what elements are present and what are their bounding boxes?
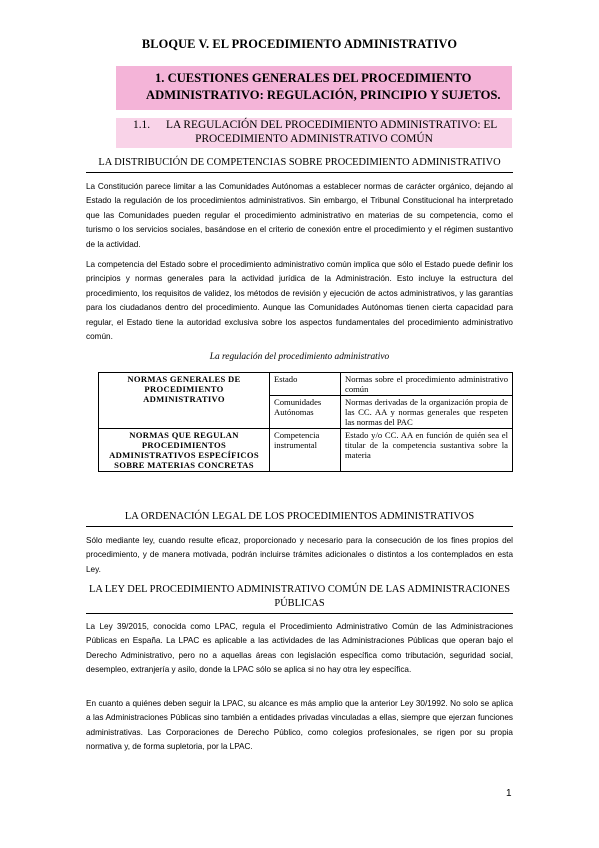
- table-row-label-general: NORMAS GENERALES DE PROCEDIMIENTO ADMINISTRATIVO: [99, 373, 270, 429]
- table-row: [99, 373, 513, 396]
- table-cell-competencia-desc: Estado y/o CC. AA en función de quién sea el titular de la competencia sustantiva sobre la materia: [341, 429, 513, 472]
- heading-1-box: [116, 66, 512, 110]
- table-caption: La regulación del procedimiento administrativo: [209, 352, 390, 362]
- table-row-label-especificos: NORMAS QUE REGULAN PROCEDIMIENTOS ADMINISTRATIVOS ESPECÍFICOS SOBRE MATERIAS CONCRETAS: [99, 429, 270, 472]
- table-cell-competencia: Competencia instrumental: [270, 429, 341, 472]
- table-row: [99, 429, 513, 472]
- table-cell-estado: Estado: [270, 373, 341, 396]
- heading-2-line-1: LA REGULACIÓN DEL PROCEDIMIENTO ADMINISTRATIVO: EL: [166, 119, 498, 131]
- heading-2-number: 1.1.: [133, 119, 151, 131]
- paragraph-distribucion-2: La competencia del Estado sobre el procedimiento administrativo común implica que sólo el Estado puede definir los principios y normas generales para la actividad jurídica de la Administración. Esto incluye la estructura del procedimiento, los requisitos de validez, los métodos de revisión y ejecución de actos administrativos, y las garantías para los ciudadanos dentro del procedimiento. Aunque las Comunidades Autónomas tienen cierta capacidad para regular, el Estado tiene la autoridad exclusiva sobre los aspectos fundamentales del procedimiento administrativo común.: [86, 260, 513, 342]
- heading-2-line-2: PROCEDIMIENTO ADMINISTRATIVO COMÚN: [195, 133, 433, 145]
- table-cell-ccaa: Comunidades Autónomas: [270, 396, 341, 429]
- paragraph-ley-2: En cuanto a quiénes deben seguir la LPAC, su alcance es más amplio que la anterior Ley 30/1992. No solo se aplica a las Administraciones Públicas sino también a entidades privadas vinculadas a ellas, siempre que ejerzan funciones administrativas. Las Corporaciones de Derecho Público, como colegios profesionales, se rigen por su propia normativa y, de forma supletoria, por la LPAC.: [86, 699, 513, 752]
- heading-1-line-1: 1. CUESTIONES GENERALES DEL PROCEDIMIENTO: [155, 71, 472, 85]
- paragraph-distribucion-1: La Constitución parece limitar a las Comunidades Autónomas a establecer normas de carácter orgánico, dejando al Estado la regulación de los procedimientos administrativos. Sin embargo, el Tribunal Constitucional ha interpretado que las Comunidades pueden regular el procedimiento administrativo en materias de su competencia, como el turismo o los servicios sociales, basándose en el criterio de conexión entre el procedimiento y el régimen sustantivo de la actividad.: [86, 182, 513, 249]
- section-heading-ley: LA LEY DEL PROCEDIMIENTO ADMINISTRATIVO COMÚN DE LAS ADMINISTRACIONES PÚBLICAS: [86, 583, 513, 614]
- page-number: 1: [506, 788, 512, 799]
- section-heading-distribucion: LA DISTRIBUCIÓN DE COMPETENCIAS SOBRE PROCEDIMIENTO ADMINISTRATIVO: [86, 156, 513, 173]
- heading-2-box: [116, 118, 512, 148]
- table-cell-estado-desc: Normas sobre el procedimiento administrativo común: [341, 373, 513, 396]
- document-title: BLOQUE V. EL PROCEDIMIENTO ADMINISTRATIVO: [141, 37, 458, 51]
- table-cell-ccaa-desc: Normas derivadas de la organización propia de las CC. AA y normas generales que respeten las normas del PAC: [341, 396, 513, 429]
- regulation-table: [98, 372, 513, 472]
- paragraph-ley-1: La Ley 39/2015, conocida como LPAC, regula el Procedimiento Administrativo Común de las Administraciones Públicas en España. La LPAC es aplicable a las actividades de las Administraciones Públicas que operan bajo el Derecho Administrativo, pero no a aquellas áreas con legislación específica como tributación, seguridad social, desempleo, extranjería y asilo, donde la LPAC sólo se aplica si no hay otra ley específica.: [86, 622, 513, 675]
- heading-1-line-2: ADMINISTRATIVO: REGULACIÓN, PRINCIPIO Y SUJETOS.: [146, 88, 501, 102]
- paragraph-ordenacion: Sólo mediante ley, cuando resulte eficaz, proporcionado y necesario para la consecución de los fines propios del procedimiento, y de manera motivada, podrán incluirse trámites adicionales o distintos a los contemplados en esta Ley.: [86, 536, 513, 574]
- section-heading-ordenacion: LA ORDENACIÓN LEGAL DE LOS PROCEDIMIENTOS ADMINISTRATIVOS: [86, 510, 513, 527]
